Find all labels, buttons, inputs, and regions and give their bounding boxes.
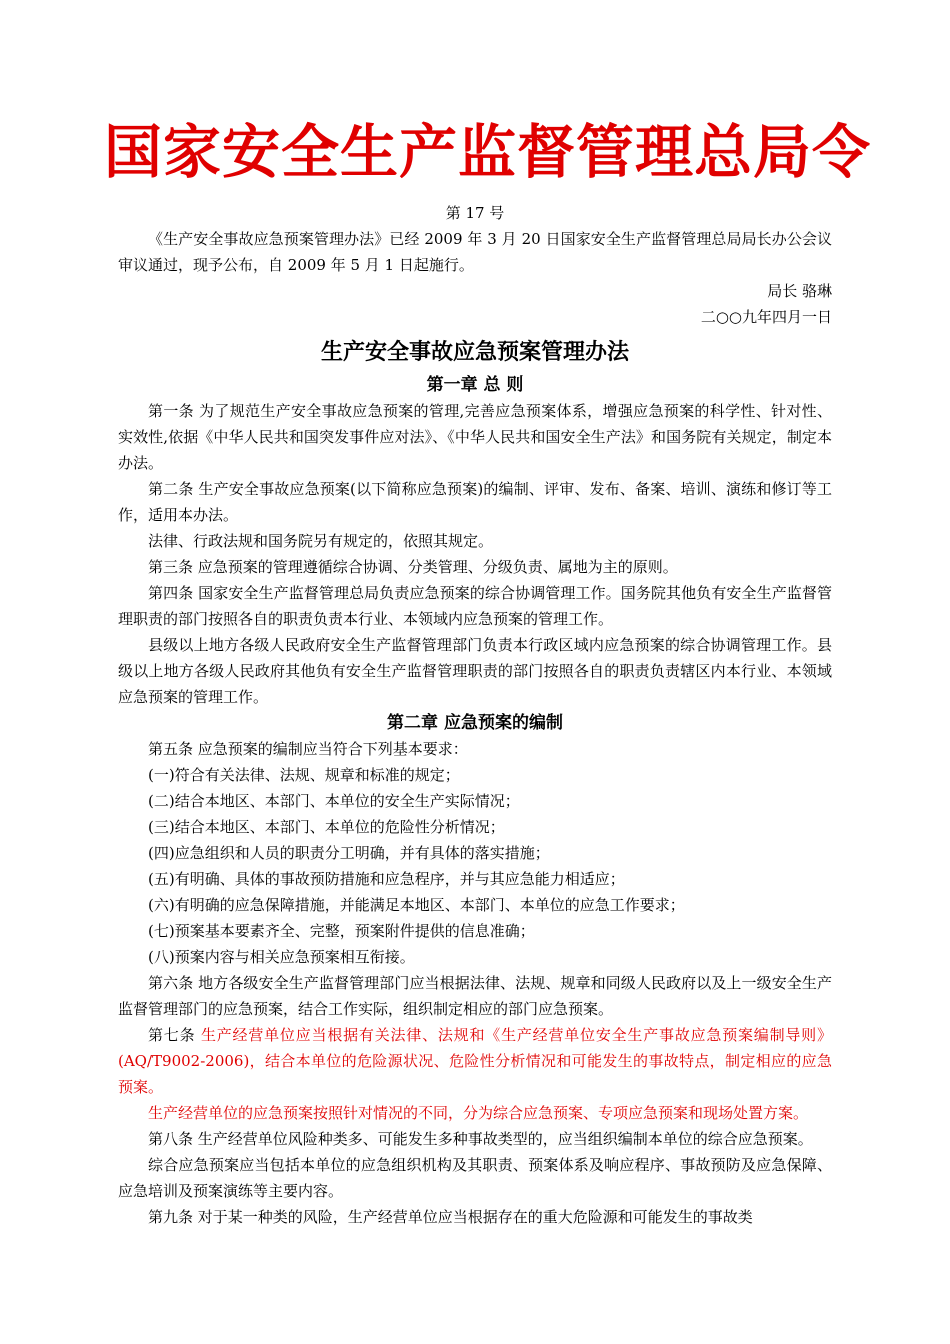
requirement-item: (七)预案基本要素齐全、完整，预案附件提供的信息准确； bbox=[148, 922, 535, 940]
requirement-item: (一)符合有关法律、法规、规章和标准的规定； bbox=[148, 766, 460, 784]
article-1: 第一条 为了规范生产安全事故应急预案的管理,完善应急预案体系，增强应急预案的科学性、针对性、实效性,依据《中华人民共和国突发事件应对法》、《中华人民共和国安全生产法》和国务院有关规定，制定本办法。 bbox=[118, 402, 832, 472]
requirement-item: (三)结合本地区、本部门、本单位的危险性分析情况； bbox=[148, 818, 505, 836]
article-6: 第六条 地方各级安全生产监督管理部门应当根据法律、法规、规章和同级人民政府以及上一级安全生产监督管理部门的应急预案，结合工作实际，组织制定相应的部门应急预案。 bbox=[118, 974, 832, 1018]
requirement-item: (六)有明确的应急保障措施，并能满足本地区、本部门、本单位的应急工作要求； bbox=[148, 896, 685, 914]
signature: 局长 骆琳 bbox=[767, 282, 832, 300]
article-4-para-2: 县级以上地方各级人民政府安全生产监督管理部门负责本行政区域内应急预案的综合协调管理工作。县级以上地方各级人民政府其他负有安全生产监督管理职责的部门按照各自的职责负责辖区内本行业、本领域应急预案的管理工作。 bbox=[118, 636, 832, 706]
requirement-item: (五)有明确、具体的事故预防措施和应急程序，并与其应急能力相适应； bbox=[148, 870, 625, 888]
masthead-title: 国家安全生产监督管理总局令 bbox=[104, 118, 872, 186]
requirement-item: (二)结合本地区、本部门、本单位的安全生产实际情况； bbox=[148, 792, 520, 810]
article-8: 第八条 生产经营单位风险种类多、可能发生多种事故类型的，应当组织编制本单位的综合应急预案。 bbox=[148, 1130, 813, 1148]
requirement-item: (八)预案内容与相关应急预案相互衔接。 bbox=[148, 948, 415, 966]
order-number: 第 17 号 bbox=[445, 204, 505, 222]
document-title: 生产安全事故应急预案管理办法 bbox=[320, 340, 629, 365]
article-5: 第五条 应急预案的编制应当符合下列基本要求： bbox=[148, 740, 468, 758]
requirement-item: (四)应急组织和人员的职责分工明确，并有具体的落实措施； bbox=[148, 844, 550, 862]
document-page bbox=[104, 112, 872, 1230]
article-7 bbox=[118, 1022, 832, 1100]
issue-date: 二○○九年四月一日 bbox=[700, 308, 832, 326]
article-7-label: 第七条 bbox=[148, 1026, 201, 1044]
article-3: 第三条 应急预案的管理遵循综合协调、分类管理、分级负责、属地为主的原则。 bbox=[148, 558, 678, 576]
article-9: 第九条 对于某一种类的风险，生产经营单位应当根据存在的重大危险源和可能发生的事故类 bbox=[148, 1208, 753, 1226]
article-8-para-2: 综合应急预案应当包括本单位的应急组织机构及其职责、预案体系及响应程序、事故预防及应急保障、应急培训及预案演练等主要内容。 bbox=[118, 1156, 832, 1200]
article-2-note: 法律、行政法规和国务院另有规定的，依照其规定。 bbox=[148, 532, 494, 550]
chapter-1-heading: 第一章 总 则 bbox=[426, 375, 524, 395]
article-4: 第四条 国家安全生产监督管理总局负责应急预案的综合协调管理工作。国务院其他负有安全生产监督管理职责的部门按照各自的职责负责本行业、本领域内应急预案的管理工作。 bbox=[118, 584, 832, 628]
article-2: 第二条 生产安全事故应急预案(以下简称应急预案)的编制、评审、发布、备案、培训、演练和修订等工作，适用本办法。 bbox=[118, 480, 832, 524]
chapter-2-heading: 第二章 应急预案的编制 bbox=[387, 713, 563, 733]
article-7-highlight: 生产经营单位应当根据有关法律、法规和《生产经营单位安全生产事故应急预案编制导则》(AQ/T9002-2006)，结合本单位的危险源状况、危险性分析情况和可能发生的事故特点，制定相应的应急预案。 bbox=[118, 1026, 832, 1096]
announcement-paragraph: 《生产安全事故应急预案管理办法》已经 2009 年 3 月 20 日国家安全生产监督管理总局局长办公会议审议通过，现予公布，自 2009 年 5 月 1 日起施行。 bbox=[118, 230, 832, 274]
article-7-para-2: 生产经营单位的应急预案按照针对情况的不同，分为综合应急预案、专项应急预案和现场处置方案。 bbox=[148, 1104, 809, 1122]
